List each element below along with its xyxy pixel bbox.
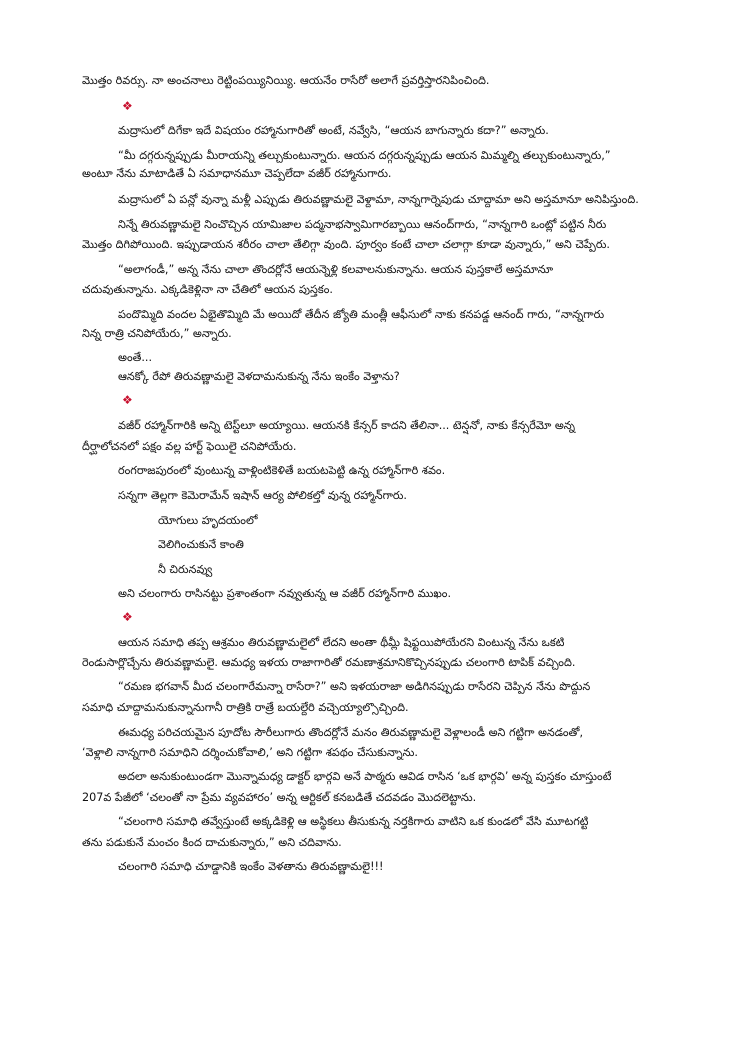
text-line: అంటూ నేను మాటాడితే ఏ సమాధానమూ చెప్పలేదా వజీర్ రహ్మానుగారు.: [82, 167, 392, 180]
poem-line: యోగులు హృదయంలో: [158, 514, 258, 527]
text-line: రెండుసార్లొచ్చేను తిరువణ్ణామలై. ఆమధ్య ఇళయ రాజాగారితో రమణాశ్రమానికొచ్చినప్పుడు చలంగారి టాపిక్ వచ్చింది.: [82, 656, 576, 669]
text-line: చలంగారి సమాధి చూడ్డానికి ఇంకేం వెళతాను తిరువణ్ణామలై!!!: [118, 860, 384, 873]
text-line: ఈమధ్య పరిచయమైన పూదోట సౌరీలుగారు తొందర్లోనే మనం తిరువణ్ణామలై వెళ్లాలండీ అని గట్టిగా అనడంతో,: [118, 726, 584, 739]
text-line: అంతే...: [118, 351, 152, 364]
text-line: నిన్న రాత్రి చనిపోయేరు,” అన్నారు.: [82, 327, 232, 340]
poem-line: వెలిగించుకునే కాంతి: [158, 538, 244, 551]
text-line: రంగరాజపురంలో వుంటున్న వాళ్లింటికెళితే బయటపెట్టి ఉన్న రహ్మాన్‌గారి శవం.: [118, 464, 446, 477]
text-line: సన్నగా తెల్లగా కెమెరామేన్ ఇషాన్ ఆర్య పోలికల్తో వున్న రహ్మాన్‌గారు.: [118, 489, 407, 502]
text-line: ‘వెళ్లాలి నాన్నగారి సమాధిని దర్శించుకోవాలి,’ అని గట్టిగా శపథం చేసుకున్నాను.: [82, 746, 418, 759]
text-line: మద్రాసులో దిగేకా ఇదే విషయం రహ్మానుగారితో అంటే, నవ్వేసి, “ఆయన బాగున్నారు కదా?” అన్నారు.: [118, 124, 549, 137]
text-line: మొత్తం దిగిపోయింది. ఇప్పుడాయన శరీరం చాలా తేలిగ్గా వుంది. పూర్వం కంటే చాలా చలాగ్గా కూడా వున్నారు,” అని చెప్పేరు.: [82, 238, 610, 251]
text-line: తను పడుకునే మంచం కింద దాచుకున్నారు,” అని చదివాను.: [82, 836, 342, 849]
text-line: దీర్ఘాలోచనలో పక్షం వల్ల హార్ట్ ఫెయిలై చనిపోయేరు.: [82, 440, 297, 453]
text-line: “రమణ భగవాన్ మీద చలంగారేమన్నా రాసేరా?” అని ఇళయరాజా అడిగినప్పుడు రాసేరని చెప్పిన నేను పొద్దున: [118, 680, 591, 693]
text-line: 207వ పేజీలో ‘చలంతో నా ప్రేమ వ్యవహారం’ అన్న ఆర్టికల్ కనబడితే చదవడం మొదలెట్టాను.: [82, 791, 477, 804]
text-line: అదలా అనుకుంటుండగా మొన్నామధ్య డాక్టర్ భార్గవి అనే పాఠ్మరు ఆవిడ రాసిన ‘ఒక భార్గవి’ అన్న పుస్తకం చూస్తుంటే: [118, 770, 612, 783]
text-line: “అలాగండీ,” అన్న నేను చాలా తొందర్లోనే ఆయన్నెళ్లి కలవాలనుకున్నాను. ఆయన పుస్తకాలే అస్తమానూ: [118, 263, 554, 276]
text-line: పందొమ్మిది వందల ఏభైతొమ్మిది మే అయిదో తేదీన జ్యోతి మంత్లీ ఆఫీసులో నాకు కనపడ్డ ఆనంద్ గారు, “నాన్నగారు: [118, 308, 605, 321]
text-line: చదువుతున్నాను. ఎక్కడికెళ్లినా నా చేతిలో ఆయన పుస్తకం.: [82, 283, 333, 296]
text-line: మొత్తం రివర్సు. నా అంచనాలు రెట్టింపయ్యినియ్యి. ఆయనేం రాసేరో అలాగే ప్రవర్తిస్తారనిపించింది.: [82, 74, 490, 87]
poem-line: నీ చిరునవ్వు: [158, 563, 213, 576]
text-line: సమాధి చూద్దామనుకున్నానుగానీ రాత్రికి రాత్రే బయల్దేరి వచ్చెయ్యాల్సొచ్చింది.: [82, 701, 409, 714]
text-line: “మీ దగ్గరున్నప్పుడు మీరాయన్ని తల్చుకుంటున్నారు. ఆయన దగ్గరున్నప్పుడు ఆయన మిమ్మల్ని తల్చుకుంటున్నారు,”: [118, 149, 611, 162]
text-line: ఆనక్కో రేపో తిరువణ్ణామలై వెళదామనుకున్న నేను ఇంకేం వెళ్తాను?: [118, 370, 400, 383]
text-line: మద్రాసులో ఏ పన్లో వున్నా మళ్లీ ఎప్పుడు తిరువణ్ణామలై వెళ్దామా, నాన్నగార్నెపుడు చూద్దామా అని అస్తమానూ అనిపిస్తుంది.: [118, 193, 639, 206]
text-line: ఆయన సమాధి తప్ప ఆశ్రమం తిరువణ్ణామలైలో లేదని అంతా థీమ్లీ షిఫ్టయిపోయేరని వింటున్న నేను ఒకటి: [118, 636, 565, 649]
section-ornament-icon: ❖: [122, 99, 133, 113]
text-line: అని చలంగారు రాసినట్టు ప్రశాంతంగా నవ్వుతున్న ఆ వజీర్ రహ్మాన్‌గారి ముఖం.: [118, 587, 452, 600]
section-ornament-icon: ❖: [122, 393, 133, 407]
text-line: నిన్నే తిరువణ్ణామలై నించొచ్చిన యామిజాల పద్మనాభస్వామిగారబ్బాయి ఆనంద్‌గారు, “నాన్నగారి ఒంట్లో పట్టిన నీరు: [118, 218, 607, 231]
text-line: వజీర్ రహ్మాన్‌గారికి అన్ని టెస్ట్‌లూ అయ్యాయి. ఆయనకి కేన్సర్ కాదని తేలినా... టెన్షనో, నాకు కేన్సరేమో అన్న: [118, 419, 575, 432]
text-line: “చలంగారి సమాధి తవ్వేస్తుంటే అక్కడికెళ్లి ఆ అస్థికలు తీసుకున్న నర్తకిగారు వాటిని ఒక కుండలో వేసి మూటగట్టి: [118, 815, 589, 828]
section-ornament-icon: ❖: [122, 610, 133, 624]
